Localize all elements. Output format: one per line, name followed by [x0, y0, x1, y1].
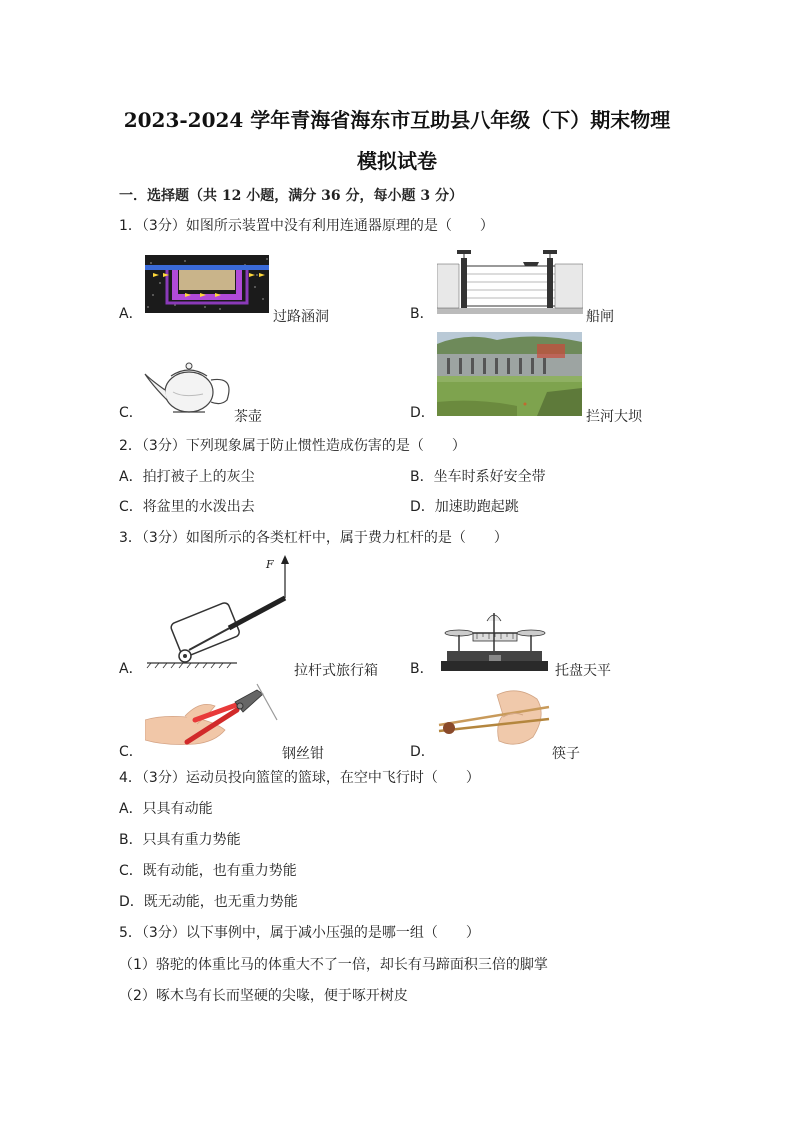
q1-option-a-caption: 过路涵洞 [273, 309, 329, 325]
q2-option-d: D．加速助跑起跳 [410, 499, 519, 515]
q4-option-c: C．既有动能，也有重力势能 [119, 863, 297, 879]
q3-option-d-caption: 筷子 [552, 746, 580, 762]
q2-option-c: C．将盆里的水泼出去 [119, 499, 255, 515]
q3-option-a-letter: A． [119, 661, 143, 677]
question-5-stem: 5．（3分）以下事例中，属于减小压强的是哪一组（ ） [119, 925, 480, 941]
q5-item-1: （1）骆驼的体重比马的体重大不了一倍，却长有马蹄面积三倍的脚掌 [119, 957, 548, 973]
teapot-figure [143, 352, 237, 418]
q1-option-b-caption: 船闸 [586, 309, 614, 325]
question-4-stem: 4．（3分）运动员投向篮筐的篮球，在空中飞行时（ ） [119, 770, 480, 786]
q1-option-c-caption: 茶壶 [234, 409, 262, 425]
q3-option-a-caption: 拉杆式旅行箱 [294, 663, 378, 679]
balance-figure [437, 605, 552, 673]
q3-option-b-letter: B． [410, 661, 434, 677]
pliers-figure [145, 680, 280, 753]
question-1-stem: 1．（3分）如图所示装置中没有利用连通器原理的是（ ） [119, 218, 494, 234]
force-label: F [266, 558, 274, 571]
question-2-stem: 2．（3分）下列现象属于防止惯性造成伤害的是（ ） [119, 438, 466, 454]
q3-option-c-caption: 钢丝钳 [282, 746, 324, 762]
question-3-stem: 3．（3分）如图所示的各类杠杆中，属于费力杠杆的是（ ） [119, 530, 508, 546]
q3-option-c-letter: C． [119, 744, 143, 760]
exam-title-line-1: 2023-2024 学年青海省海东市互助县八年级（下）期末物理 [123, 108, 671, 132]
q2-option-b: B．坐车时系好安全带 [410, 469, 546, 485]
q4-option-d: D．既无动能，也无重力势能 [119, 894, 298, 910]
exam-title-line-2: 模拟试卷 [357, 149, 437, 173]
q2-option-a: A．拍打被子上的灰尘 [119, 469, 255, 485]
q3-option-d-letter: D． [410, 744, 435, 760]
culvert-figure [145, 255, 269, 313]
q5-item-2: （2）啄木鸟有长而坚硬的尖喙，便于啄开树皮 [119, 988, 408, 1004]
trolley-case-figure [145, 552, 295, 672]
section-heading: 一．选择题（共 12 小题，满分 36 分，每小题 3 分） [119, 188, 463, 204]
q3-option-b-caption: 托盘天平 [555, 663, 611, 679]
q1-option-c-letter: C． [119, 405, 143, 421]
q1-option-d-letter: D． [410, 405, 435, 421]
ship-lock-figure [437, 244, 583, 314]
dam-photo [437, 332, 582, 416]
q4-option-a: A．只具有动能 [119, 801, 213, 817]
q1-option-d-caption: 拦河大坝 [586, 409, 642, 425]
q1-option-b-letter: B． [410, 306, 434, 322]
q1-option-a-letter: A． [119, 306, 143, 322]
q4-option-b: B．只具有重力势能 [119, 832, 241, 848]
chopsticks-figure [437, 685, 552, 753]
